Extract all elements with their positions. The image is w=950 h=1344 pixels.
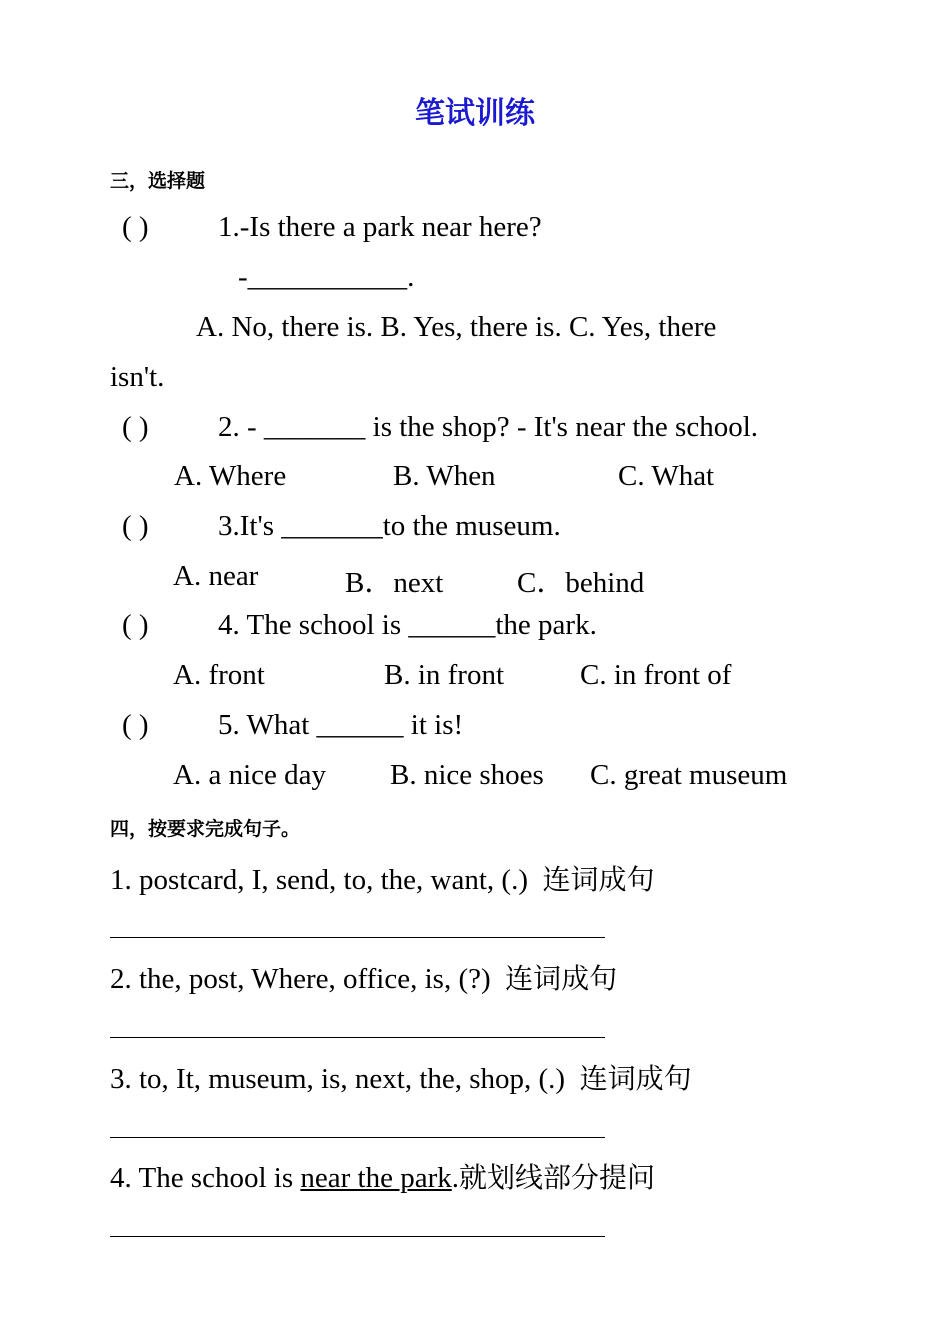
sentence-item-3: [110, 1057, 692, 1097]
question-4: [122, 609, 597, 642]
question-1-answer-line: -___________.: [238, 261, 415, 293]
answer-parentheses[interactable]: ( ): [122, 211, 149, 243]
section-heading-sentences: 四，按要求完成句子。: [110, 818, 301, 840]
question-5: [122, 709, 463, 742]
question-2-option-a: A. Where: [174, 460, 287, 492]
sentence-item-1-task: 连词成句: [542, 863, 655, 896]
sentence-item-1-words: 1. postcard, I, send, to, the, want, (.): [110, 864, 528, 896]
section-heading-choice: 三，选择题: [110, 170, 206, 192]
question-5-option-b: B. nice shoes: [390, 759, 544, 791]
sentence-item-2-task: 连词成句: [505, 962, 618, 995]
question-5-stem: 5. What ______ it is!: [218, 709, 464, 741]
question-4-option-a: A. front: [173, 659, 265, 691]
sentence-item-1: [110, 858, 655, 898]
sentence-item-2: [110, 957, 617, 997]
question-3-option-a: A. near: [173, 560, 259, 592]
answer-parentheses[interactable]: ( ): [122, 411, 149, 443]
sentence-item-2-words: 2. the, post, Where, office, is, (?): [110, 963, 491, 995]
page-title: 笔试训练: [415, 96, 535, 131]
sentence-item-3-words: 3. to, It, museum, is, next, the, shop, (.): [110, 1063, 566, 1095]
answer-line-2[interactable]: [110, 1037, 605, 1038]
question-2: [122, 411, 758, 444]
answer-parentheses[interactable]: ( ): [122, 510, 149, 542]
question-3-stem: 3.It's _______to the museum.: [218, 510, 561, 542]
question-2-option-c: C. What: [618, 460, 715, 492]
answer-line-4[interactable]: [110, 1236, 605, 1237]
question-2-stem: 2. - _______ is the shop? - It's near the school.: [218, 411, 759, 443]
question-1: [122, 211, 542, 244]
sentence-item-4-task: 就划线部分提问: [458, 1161, 655, 1194]
question-5-option-a: A. a nice day: [173, 759, 326, 791]
question-5-option-c: C. great museum: [590, 759, 788, 791]
question-1-stem: 1.-Is there a park near here?: [218, 211, 542, 243]
sentence-item-4: [110, 1156, 655, 1196]
question-3-option-b: B．next: [345, 567, 444, 599]
answer-parentheses[interactable]: ( ): [122, 709, 149, 741]
answer-line-1[interactable]: [110, 937, 605, 938]
sentence-item-4-underlined: near the park: [300, 1162, 452, 1194]
question-4-stem: 4. The school is ______the park.: [218, 609, 597, 641]
question-2-option-b: B. When: [393, 460, 496, 492]
question-4-option-c: C. in front of: [580, 659, 732, 691]
answer-parentheses[interactable]: ( ): [122, 609, 149, 641]
sentence-item-4-before: 4. The school is: [110, 1162, 301, 1194]
question-4-option-b: B. in front: [384, 659, 505, 691]
question-3: [122, 510, 561, 543]
question-1-options: A. No, there is. B. Yes, there is. C. Yes, there: [196, 311, 717, 343]
question-3-option-c: C．behind: [517, 567, 645, 599]
question-1-options-continued: isn't.: [110, 361, 165, 393]
sentence-item-4-after: .: [451, 1162, 459, 1194]
sentence-item-3-task: 连词成句: [579, 1062, 692, 1095]
answer-line-3[interactable]: [110, 1137, 605, 1138]
